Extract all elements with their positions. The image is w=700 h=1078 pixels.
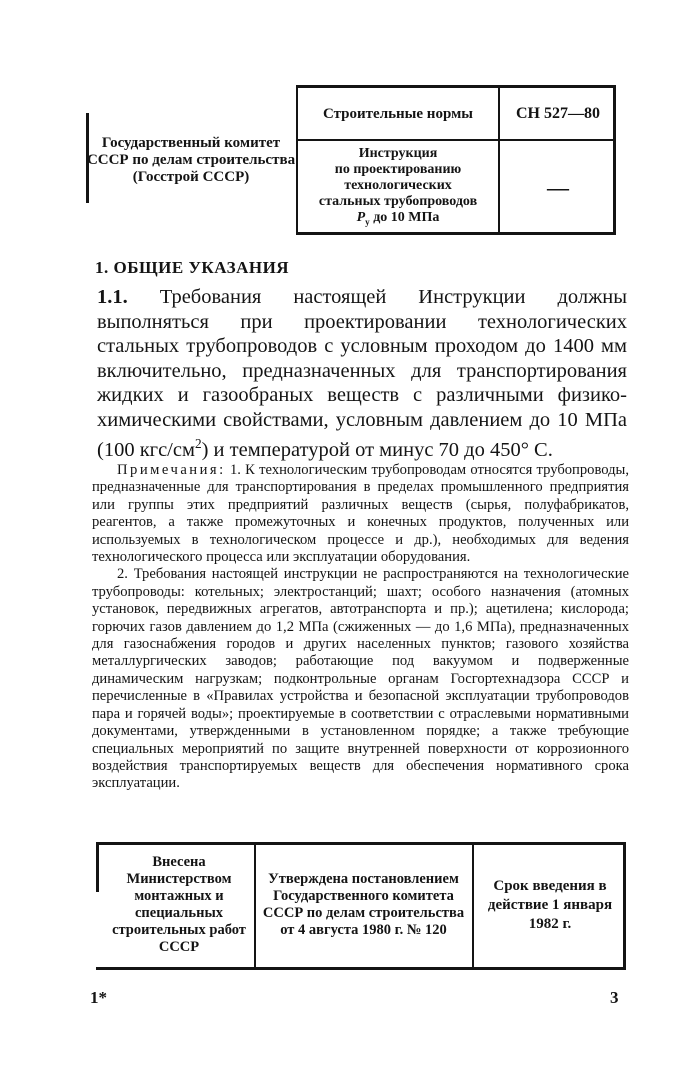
note-1: Примечания: 1. К технологическим трубопроводам относятся трубопроводы, предназначенные для транспортирования в пределах промышленного предприятия или группы этих предприятий различных веществ (сырья, полуфабрикатов, реагентов, а также промежуточных и конечных продуктов, полученных или используемых в технологическом процессе и др.), необходимых для ведения технологического процесса или эксплуатации оборудования. (92, 462, 629, 566)
introduced-by: Внесена Министерством монтажных и специальных строительных работ СССР (112, 854, 246, 955)
title-line-4: стальных трубопроводов (318, 194, 478, 210)
document-title (298, 143, 498, 233)
signature-mark: 1* (90, 988, 107, 1007)
title-line-1: Инструкция (358, 146, 438, 162)
title-line-3: технологических (344, 178, 452, 194)
header-table (86, 85, 616, 235)
middle-border (296, 139, 616, 141)
section-heading: 1. ОБЩИЕ УКАЗАНИЯ (95, 258, 290, 277)
approved-by: Утверждена постановлением Государственного комитета СССР по делам строительства от 4 августа 1980 г. № 120 (262, 871, 465, 938)
note-2: 2. Требования настоящей инструкции не распространяются на технологические трубопроводы: котельных; электростанций; шахт; особого назначения (атомных установок, передвижных агрегатов, автотранспорта и пр.); ацетилена; кислорода; горючих газов давлением до 1,2 МПа (сжиженных — до 1,6 МПа), предназначенных для газоснабжения городов и других населенных пунктов; газового хозяйства металлургических заводов; работающие под вакуумом и подверженные динамическим нагрузкам; подконтрольные органам Госгортехнадзора СССР и перечисленные в «Правилах устройства и безопасной эксплуатации трубопроводов пара и горячей воды»; проектируемые в соответствии с отраслевыми нормативными документами, утвержденными в установленном порядке; а также требующие специальных мероприятий по защите внутренней поверхности от коррозионного воздействия транспортируемых веществ для обеспечения нормативного срока эксплуатации. (92, 566, 629, 792)
clause-number: 1.1. (97, 286, 128, 308)
document-code: СН 527—80 (516, 105, 600, 122)
notes-label: Примечания: (117, 462, 226, 478)
notes (92, 462, 629, 793)
footer-left-bracket (96, 842, 99, 892)
footer-table (96, 842, 626, 970)
title-pressure: $P_у$ до 10 МПа (356, 210, 440, 227)
page-number: 3 (610, 988, 619, 1007)
effective-date: Срок введения в действие 1 января 1982 г. (487, 877, 613, 932)
document-type: Строительные нормы (323, 105, 473, 122)
top-border (296, 85, 616, 88)
footer-bottom-border (96, 967, 626, 970)
dash-cell: — (547, 175, 569, 200)
agency-name: Государственный комитет СССР по делам строительства (Госстрой СССР) (86, 134, 296, 185)
title-line-2: по проектированию (334, 162, 462, 178)
clause-1-1: 1.1. Требования настоящей Инструкции должны выполняться при проектировании технологических стальных трубопроводов с условным проходом до 1400 мм включительно, предназначенных для транспортирования жидких и газообраных веществ с различными физико-химическими свойствами, условным давлением до 10 МПа (100 кгс/$см^2$) и температурой от минус 70 до 450° С. (97, 286, 627, 461)
footer-top-border (96, 842, 626, 845)
